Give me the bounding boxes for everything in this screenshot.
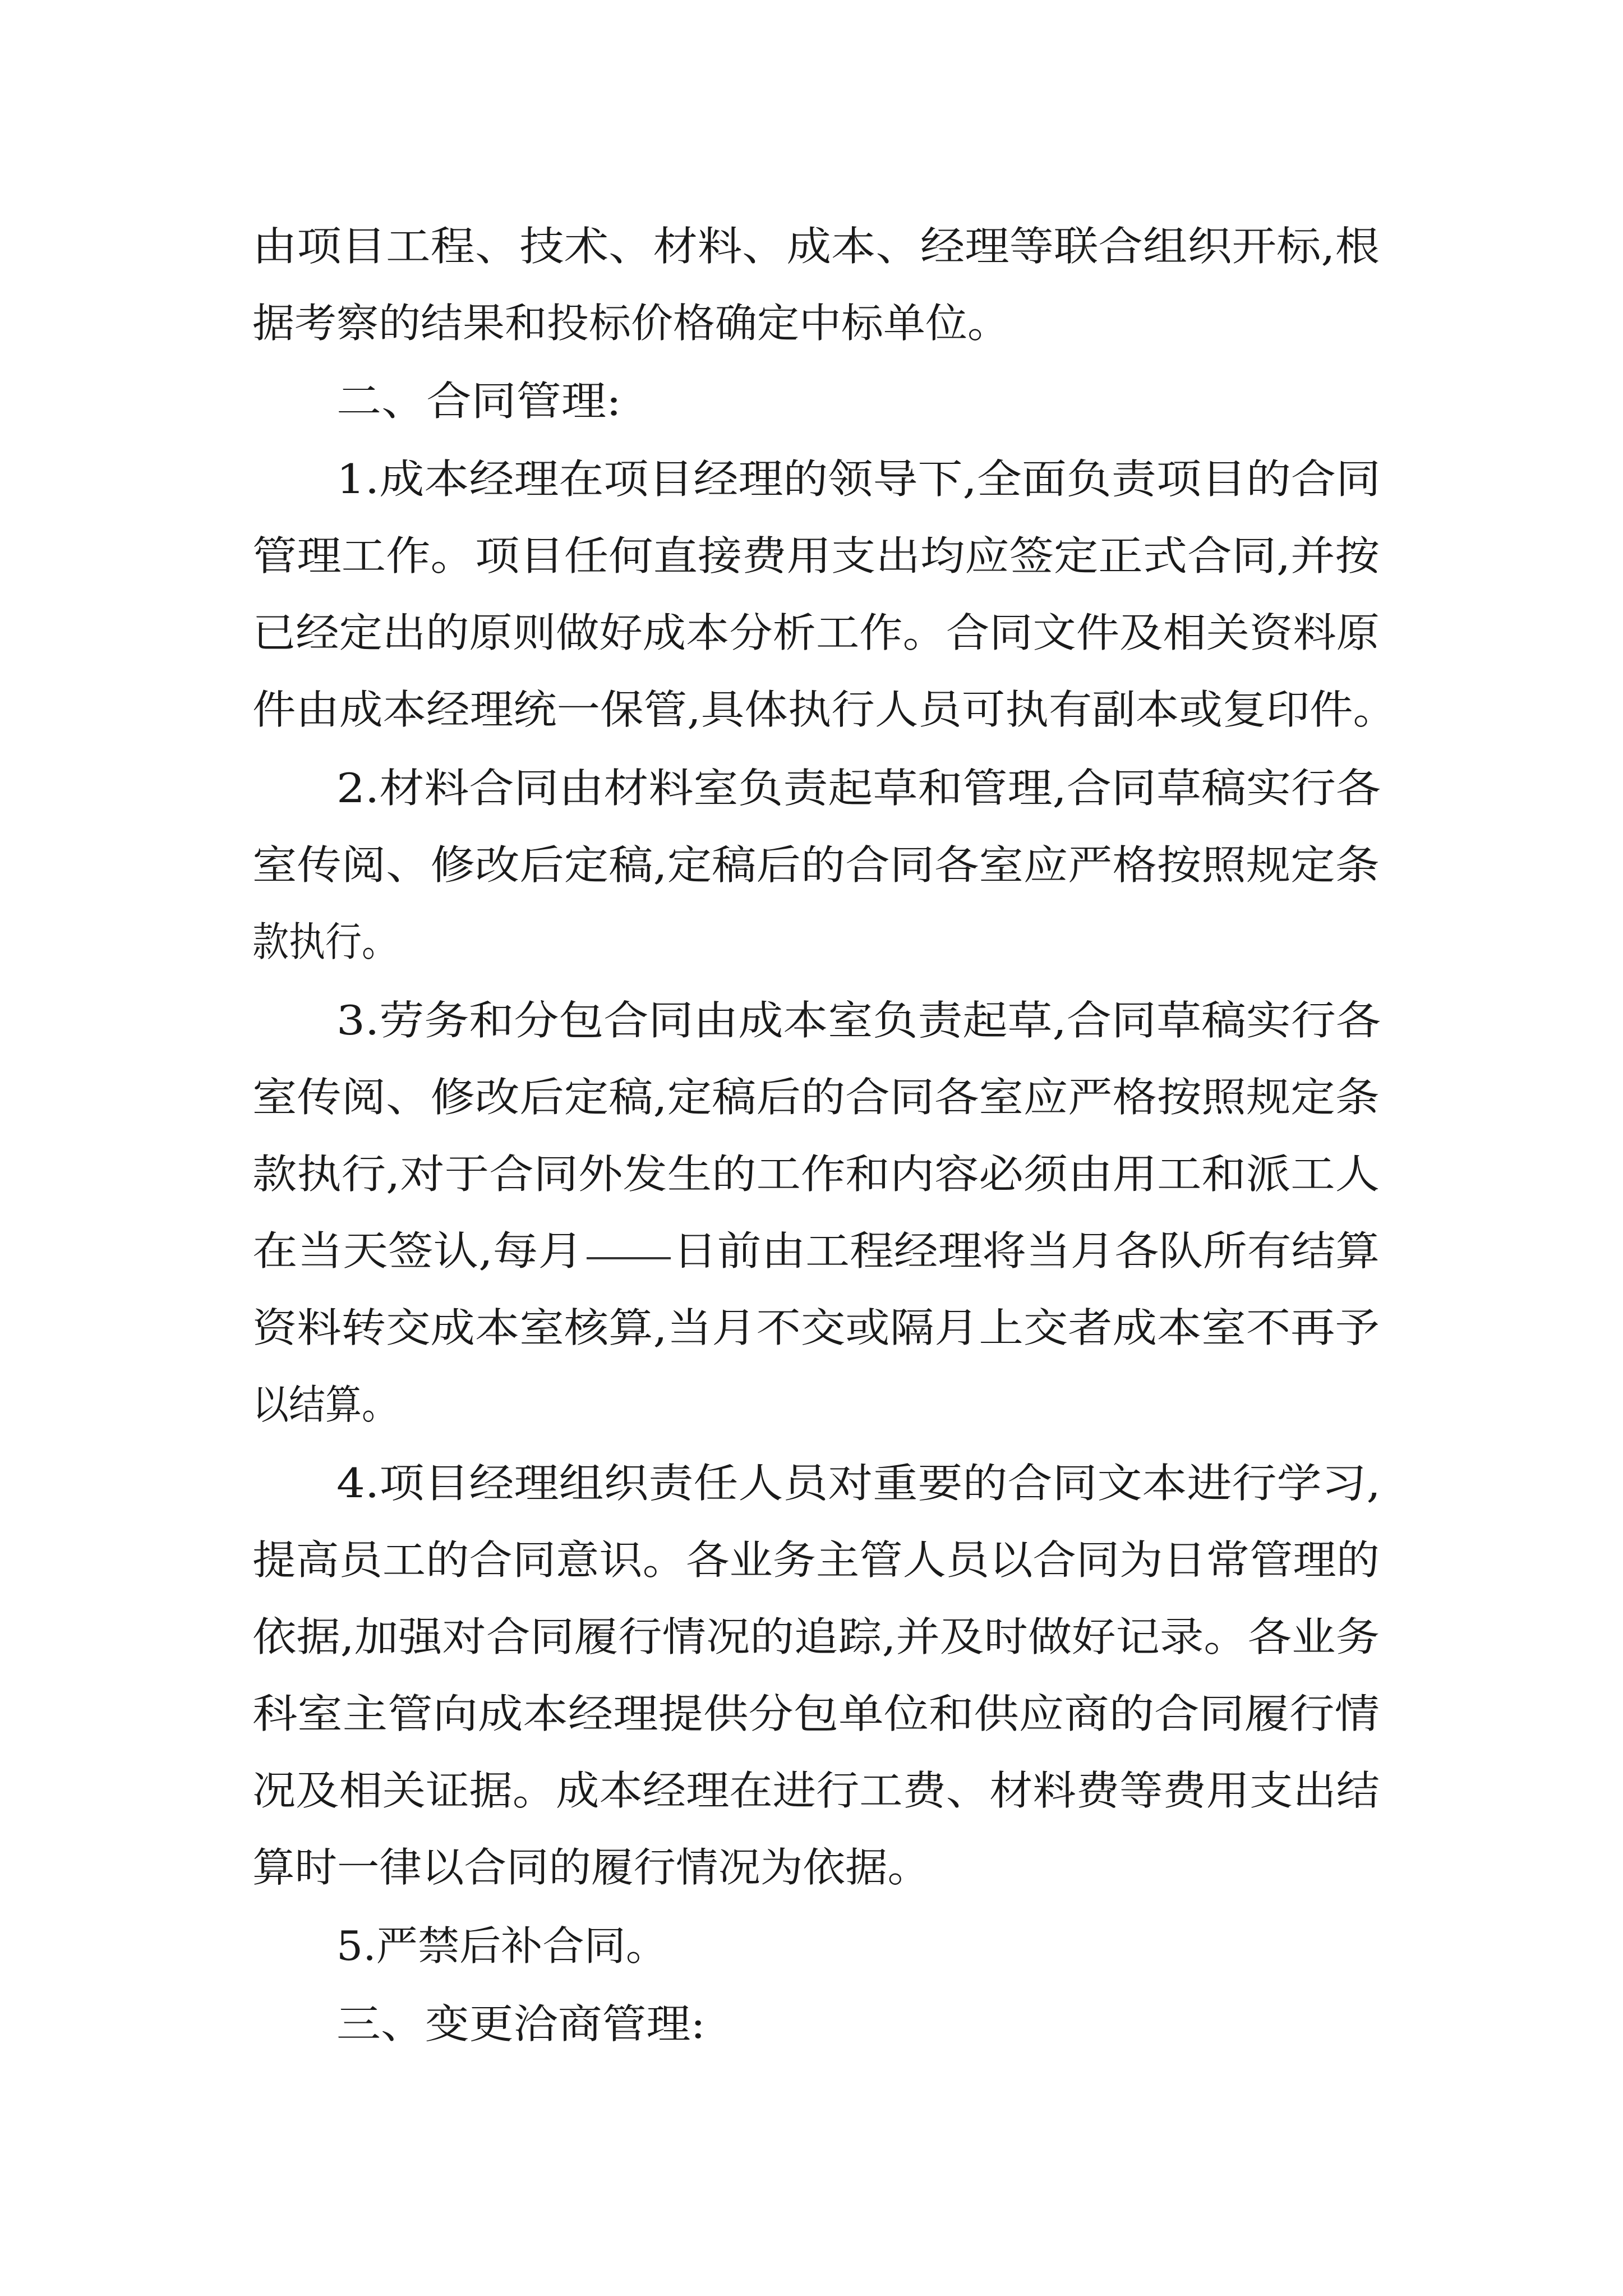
paragraph-text: 以结算。	[252, 1381, 398, 1428]
text-line	[0, 1137, 1623, 1212]
paragraph-text: 科室主管向成本经理提供分包单位和供应商的合同履行情	[252, 1690, 1380, 1737]
paragraph-text: 款执行。	[252, 918, 398, 965]
paragraph-text: 室传阅、修改后定稿,定稿后的合同各室应严格按照规定条	[252, 841, 1380, 889]
section-heading: 二、合同管理:	[336, 378, 621, 425]
paragraph-text: 据考察的结果和投标价格确定中标单位。	[252, 300, 1009, 347]
text-line	[0, 441, 1623, 517]
text-line	[0, 751, 1623, 826]
paragraph-text: 已经定出的原则做好成本分析工作。合同文件及相关资料原	[252, 609, 1380, 656]
text-line	[0, 1908, 1623, 1984]
paragraph-text: 依据,加强对合同履行情况的追踪,并及时做好记录。各业务	[252, 1613, 1380, 1660]
paragraph-text: 在当天签认,每月	[252, 1227, 583, 1274]
paragraph-text: 2.材料合同由材料室负责起草和管理,合同草稿实行各	[336, 765, 1381, 812]
text-line	[0, 983, 1623, 1058]
fill-in-blank[interactable]	[587, 1223, 671, 1259]
paragraph-text: 4.项目经理组织责任人员对重要的合同文本进行学习,	[336, 1460, 1381, 1507]
paragraph-text: 3.劳务和分包合同由成本室负责起草,合同草稿实行各	[336, 997, 1381, 1044]
paragraph-text: 室传阅、修改后定稿,定稿后的合同各室应严格按照规定条	[252, 1074, 1380, 1121]
text-line	[0, 1753, 1623, 1828]
text-line	[0, 827, 1623, 903]
text-line	[0, 286, 1623, 361]
text-line	[0, 1060, 1623, 1135]
text-line	[0, 904, 1623, 979]
paragraph-text: 1.成本经理在项目经理的领导下,全面负责项目的合同	[336, 455, 1381, 503]
text-line	[0, 209, 1623, 284]
text-line	[0, 1213, 1623, 1289]
paragraph-text: 提高员工的合同意识。各业务主管人员以合同为日常管理的	[252, 1536, 1380, 1584]
paragraph-text: 件由成本经理统一保管,具体执行人员可执有副本或复印件。	[252, 686, 1396, 733]
text-line	[0, 1522, 1623, 1598]
text-line	[0, 518, 1623, 593]
text-line	[0, 1830, 1623, 1905]
paragraph-text: 管理工作。项目任何直接费用支出均应签定正式合同,并按	[252, 532, 1380, 579]
text-line	[0, 1446, 1623, 1521]
paragraph-text: 资料转交成本室核算,当月不交或隔月上交者成本室不再予	[252, 1304, 1380, 1351]
text-line	[0, 1599, 1623, 1674]
text-line	[0, 1986, 1623, 2062]
section-heading: 三、变更洽商管理:	[336, 2000, 706, 2047]
text-line	[0, 595, 1623, 670]
paragraph-text: 5.严禁后补合同。	[336, 1922, 667, 1970]
paragraph-text: 况及相关证据。成本经理在进行工费、材料费等费用支出结	[252, 1767, 1380, 1814]
text-line	[0, 1290, 1623, 1365]
text-line	[0, 1367, 1623, 1442]
text-line	[0, 364, 1623, 439]
paragraph-text: 由项目工程、技术、材料、成本、经理等联合组织开标,根	[252, 223, 1380, 270]
paragraph-text: 款执行,对于合同外发生的工作和内容必须由用工和派工人	[252, 1151, 1380, 1198]
paragraph-text: 日前由工程经理将当月各队所有结算	[673, 1227, 1380, 1274]
text-line	[0, 1676, 1623, 1751]
paragraph-text: 算时一律以合同的履行情况为依据。	[252, 1844, 930, 1891]
text-line	[0, 672, 1623, 747]
